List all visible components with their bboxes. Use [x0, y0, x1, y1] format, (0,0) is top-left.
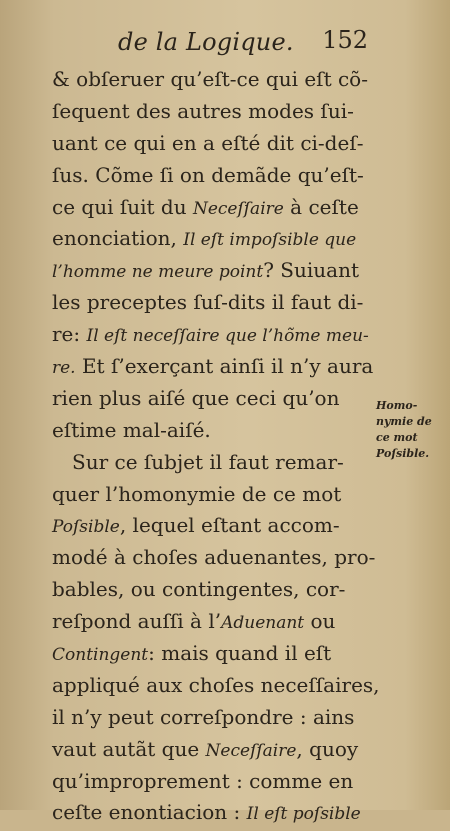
text-segment: : mais quand il eſt: [148, 641, 332, 666]
italic-segment: Il eſt poſsible: [246, 804, 361, 825]
text-segment: bables, ou contingentes, cor-: [52, 577, 346, 602]
text-segment: modé à choſes aduenantes, pro-: [52, 545, 376, 570]
text-line: [52, 96, 382, 128]
margin-note-line: nymie de: [376, 415, 432, 428]
text-line: [52, 734, 382, 766]
italic-segment: re.: [52, 358, 76, 379]
text-line: [52, 447, 382, 479]
text-line: [52, 128, 382, 160]
text-segment: ſequent des autres modes ſui-: [52, 98, 354, 123]
running-title: de la Logique.: [118, 28, 294, 56]
italic-segment: Contingent: [52, 645, 149, 666]
text-line: [52, 574, 382, 606]
text-segment: eſtime mal-aiſé.: [52, 417, 211, 442]
italic-segment: Il eſt impoſsible que: [183, 230, 357, 251]
text-segment: Et ſ’exerçant ainſi il n’y aura: [75, 354, 374, 379]
text-segment: ? Suiuant: [263, 258, 359, 283]
margin-note-line: Homo-: [376, 399, 418, 412]
text-segment: les preceptes ſuſ-dits il faut di-: [52, 290, 364, 315]
text-segment: ſus. Cõme ſi on demãde qu’eſt-: [52, 162, 364, 187]
text-segment: re:: [52, 322, 87, 347]
text-line: [52, 797, 382, 829]
text-segment: il n’y peut correſpondre : ains: [52, 704, 355, 729]
text-line: [52, 160, 382, 192]
text-segment: , quoy: [296, 736, 359, 761]
page-number: 152: [322, 26, 368, 54]
text-segment: vaut autãt que: [52, 736, 206, 761]
text-segment: , lequel eſtant accom-: [119, 513, 340, 538]
text-line: [52, 766, 382, 798]
text-segment: enonciation,: [52, 226, 184, 251]
text-segment: à ceſte: [283, 194, 359, 219]
italic-segment: Aduenant: [221, 613, 305, 634]
italic-segment: Neceſſaire: [192, 198, 284, 219]
text-line: [52, 192, 382, 224]
text-segment: appliqué aux choſes neceſſaires,: [52, 672, 380, 697]
text-line: [52, 383, 382, 415]
margin-note-line: ce mot: [376, 431, 418, 444]
text-segment: reſpond auſſi à l’: [52, 609, 222, 634]
text-line: [52, 287, 382, 319]
text-line: [52, 479, 382, 511]
text-segment: ce qui ſuit du: [52, 194, 193, 219]
text-line: [52, 415, 382, 447]
text-segment: rien plus aiſé que ceci qu’on: [52, 385, 340, 410]
text-segment: & obſeruer qu’eſt-ce qui eſt cõ-: [52, 67, 368, 91]
margin-note-line: Poſsible.: [376, 447, 430, 460]
italic-segment: Neceſſaire: [205, 740, 297, 761]
text-line: [52, 638, 382, 670]
italic-segment: Il eſt neceſſaire que l’hõme meu-: [86, 326, 369, 347]
text-line: [52, 223, 382, 255]
text-line: [52, 670, 382, 702]
text-line: [52, 64, 382, 96]
text-segment: Sur ce ſubjet il faut remar-: [72, 449, 344, 474]
text-line: [52, 255, 382, 287]
text-line: [52, 351, 382, 383]
italic-segment: Poſsible: [52, 517, 120, 538]
text-line: [52, 542, 382, 574]
text-segment: ceſte enontiacion :: [52, 800, 247, 825]
body-text: [52, 64, 382, 829]
text-segment: quer l’homonymie de ce mot: [52, 481, 342, 506]
text-segment: ou: [304, 609, 336, 634]
text-segment: uant ce qui en a eſté dit ci-deſ-: [52, 130, 364, 155]
text-line: [52, 319, 382, 351]
italic-segment: l’homme ne meure point: [52, 262, 264, 283]
text-segment: qu’improprement : comme en: [52, 768, 354, 793]
page-header: [118, 28, 368, 58]
text-line: [52, 606, 382, 638]
text-line: [52, 510, 382, 542]
text-line: [52, 702, 382, 734]
margin-note: [376, 398, 446, 462]
